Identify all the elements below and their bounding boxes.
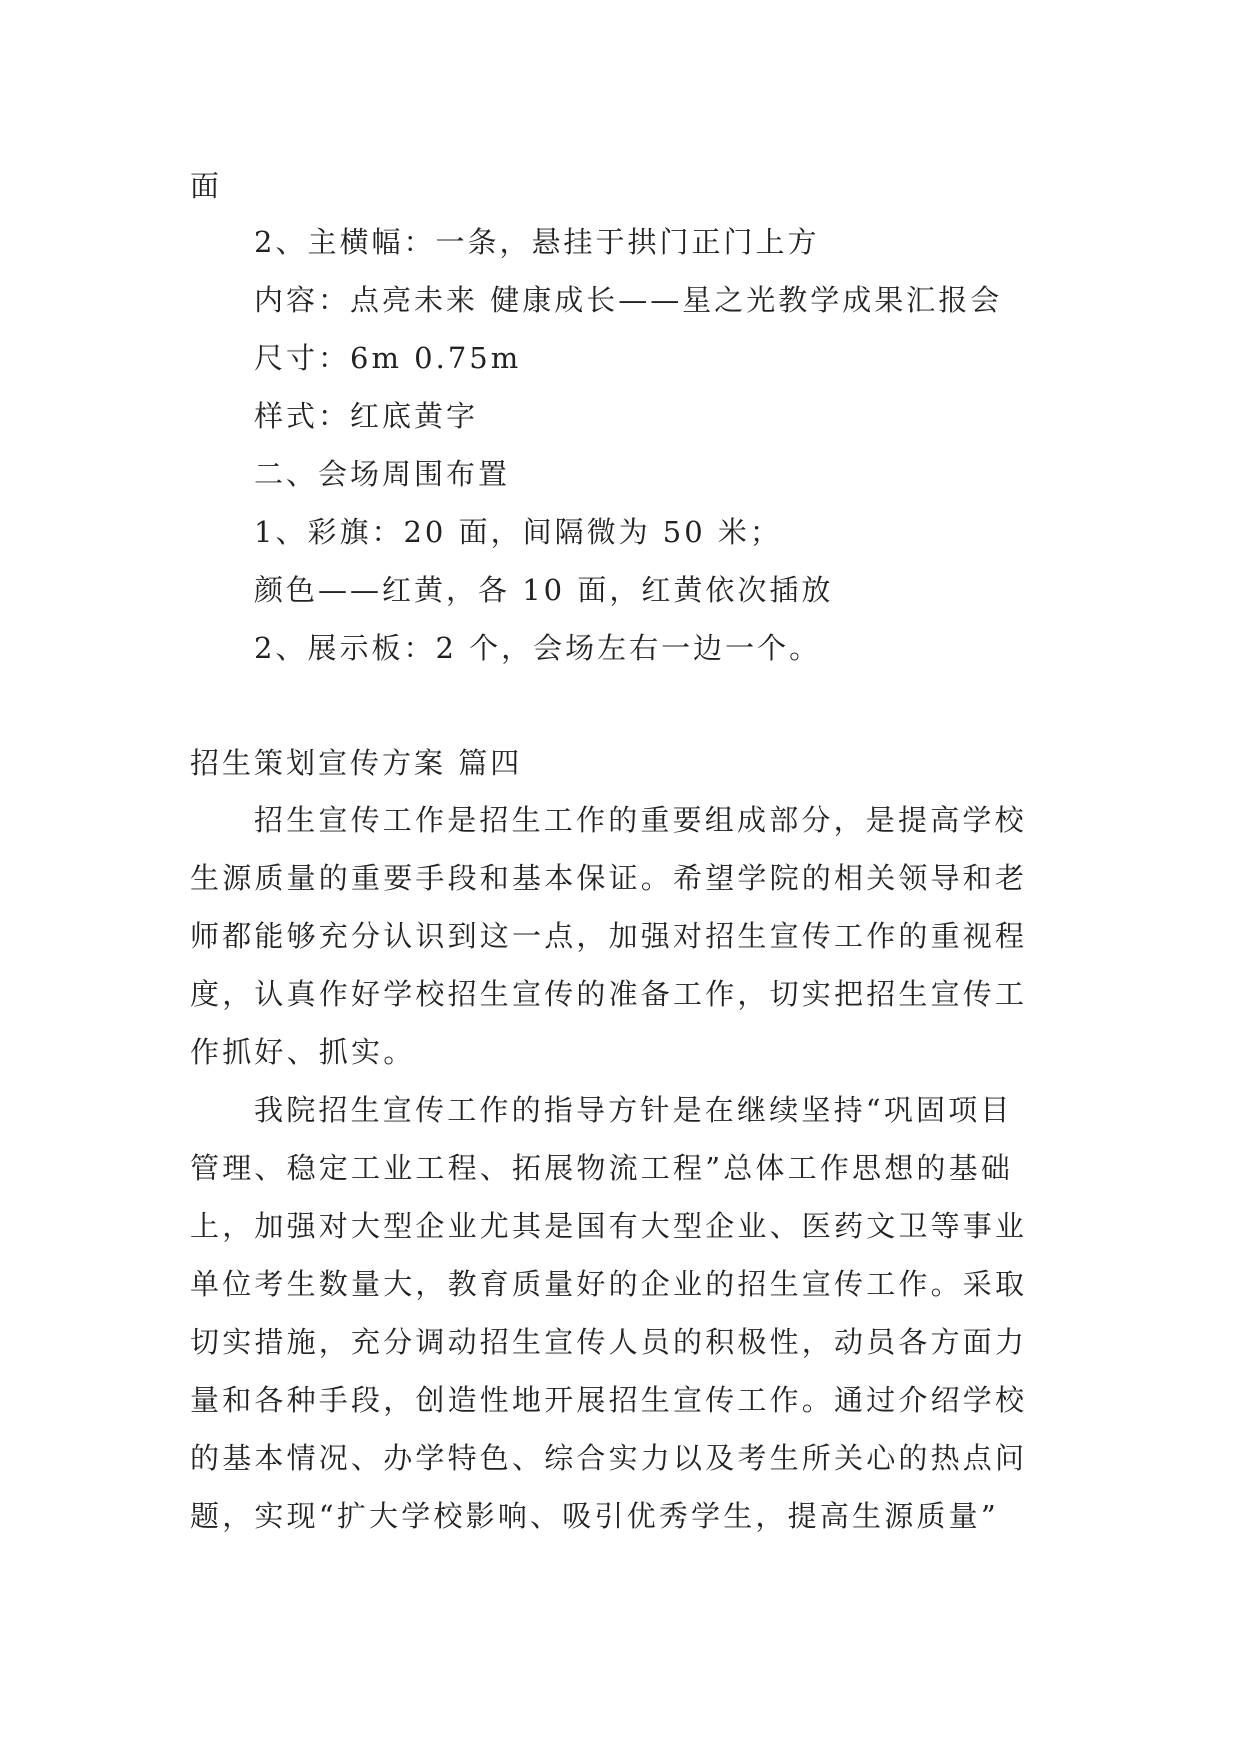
paragraph-line: 管理、稳定工业工程、拓展物流工程”总体工作思想的基础: [190, 1151, 1014, 1185]
list-item: 样式：红底黄字: [254, 399, 479, 433]
paragraph-line: 单位考生数量大，教育质量好的企业的招生宣传工作。采取: [190, 1267, 1028, 1301]
section-title: 招生策划宣传方案 篇四: [190, 746, 523, 780]
paragraph-line: 师都能够充分认识到这一点，加强对招生宣传工作的重视程: [190, 919, 1028, 953]
list-item: 颜色——红黄，各 10 面，红黄依次插放: [254, 573, 834, 607]
paragraph-line: 上，加强对大型企业尤其是国有大型企业、医药文卫等事业: [190, 1209, 1028, 1243]
list-item: 1、彩旗：20 面，间隔微为 50 米；: [254, 515, 782, 549]
paragraph-line: 题，实现“扩大学校影响、吸引优秀学生，提高生源质量”: [190, 1499, 999, 1533]
paragraph-line: 我院招生宣传工作的指导方针是在继续坚持“巩固项目: [254, 1093, 1013, 1127]
paragraph-line: 生源质量的重要手段和基本保证。希望学院的相关领导和老: [190, 861, 1028, 895]
paragraph-line: 度，认真作好学校招生宣传的准备工作，切实把招生宣传工: [190, 977, 1028, 1011]
paragraph-line: 切实措施，充分调动招生宣传人员的积极性，动员各方面力: [190, 1325, 1028, 1359]
paragraph-line: 招生宣传工作是招生工作的重要组成部分，是提高学校: [254, 803, 1027, 837]
paragraph-line: 作抓好、抓实。: [190, 1035, 416, 1069]
paragraph-line: 量和各种手段，创造性地开展招生宣传工作。通过介绍学校: [190, 1383, 1028, 1417]
list-item: 尺寸：6m 0.75m: [254, 341, 522, 375]
paragraph-line: 的基本情况、办学特色、综合实力以及考生所关心的热点问: [190, 1441, 1028, 1475]
list-item: 二、会场周围布置: [254, 457, 511, 491]
list-item: 内容：点亮未来 健康成长——星之光教学成果汇报会: [254, 283, 1003, 317]
list-item: 2、展示板：2 个，会场左右一边一个。: [254, 631, 822, 665]
list-item: 2、主横幅：一条，悬挂于拱门正门上方: [254, 225, 820, 259]
top-fragment: 面: [190, 169, 223, 203]
